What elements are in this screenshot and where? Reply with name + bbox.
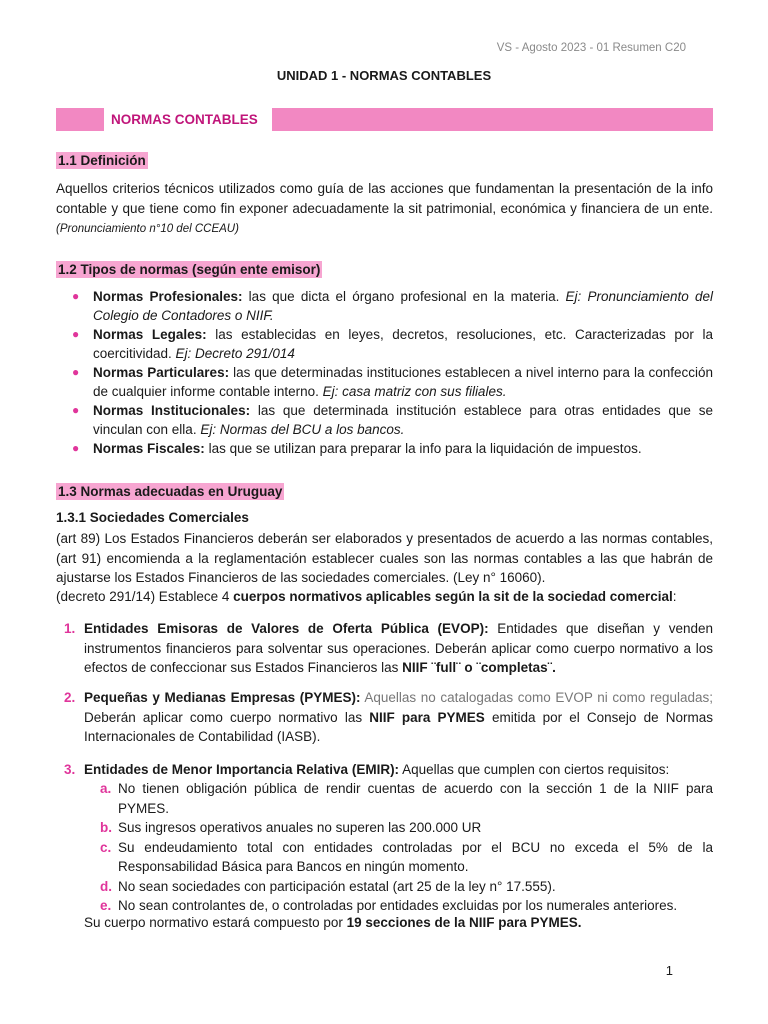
- section-1-3-title: 1.3 Normas adecuadas en Uruguay: [58, 484, 283, 499]
- item-text: Su endeudamiento total con entidades controladas por el BCU no exceda el 5% de la Responsabilidad Básica para Bancos en ningún momento.: [118, 839, 713, 874]
- item-text-2: emitida por el Consejo de Normas Internacionales de Contabilidad (IASB).: [84, 709, 713, 744]
- list-item-evop: [56, 619, 713, 678]
- emir-requirements-list: [56, 779, 713, 916]
- list-item: [56, 401, 713, 439]
- banner-right-bar: [272, 108, 713, 131]
- item-number: 1.: [64, 621, 76, 636]
- decree-text: (decreto 291/14) Establece 4: [56, 589, 234, 604]
- item-letter: d.: [100, 878, 112, 894]
- definition-reference: (Pronunciamiento n°10 del CCEAU): [56, 223, 239, 235]
- item-number: 2.: [64, 690, 76, 705]
- item-text: No sean sociedades con participación estatal (art 25 de la ley n° 17.555).: [118, 878, 556, 894]
- item-text: las establecidas en leyes, decretos, resoluciones, etc. Caracterizadas por la coercitividad.: [93, 327, 713, 361]
- norm-types-list: [56, 287, 713, 458]
- item-term: Normas Fiscales:: [93, 441, 205, 456]
- decree-paragraph: [56, 587, 713, 607]
- banner-left-bar: [56, 108, 104, 131]
- item-letter: c.: [100, 839, 112, 855]
- banner-label: NORMAS CONTABLES: [111, 112, 258, 127]
- item-term: Entidades Emisoras de Valores de Oferta Pública (EVOP):: [84, 621, 489, 636]
- item-number: 3.: [64, 762, 76, 777]
- sub-list-item: [56, 779, 713, 818]
- sub-list-item: [56, 877, 713, 897]
- closing-text: Su cuerpo normativo estará compuesto por: [84, 915, 347, 930]
- sub-list-item: [56, 838, 713, 877]
- item-example: Ej: Pronunciamiento del Colegio de Contadores o NIIF.: [93, 289, 713, 323]
- bullet-icon: ●: [72, 289, 80, 303]
- item-text: No sean controlantes de, o controladas por entidades excluidas por los numerales anteriores.: [118, 898, 678, 913]
- list-item-emir: [56, 760, 713, 780]
- list-item: [56, 325, 713, 363]
- item-text: Entidades que diseñan y venden instrumentos financieros para solventar sus operaciones. Deberán aplicar como cuerpo normativo a los efectos de confeccionar sus Estados Financieros las: [84, 621, 713, 675]
- decree-emphasis: cuerpos normativos aplicables según la sit de la sociedad comercial: [233, 589, 673, 604]
- decree-colon: :: [672, 589, 677, 604]
- definition-text: Aquellos criterios técnicos utilizados como guía de las acciones que fundamentan la presentación de la info contable y que tiene como fin exponer adecuadamente la sit patrimonial, económica y financiera de un ente.: [56, 181, 713, 216]
- item-letter: b.: [100, 820, 112, 835]
- closing-sentence: [84, 915, 582, 930]
- section-1-1-title: 1.1 Definición: [58, 153, 146, 168]
- item-text: Sus ingresos operativos anuales no superen las 200.000 UR: [118, 820, 482, 835]
- sub-list-item: [56, 818, 713, 838]
- closing-emphasis: 19 secciones de la NIIF para PYMES.: [346, 915, 582, 930]
- bullet-icon: ●: [72, 403, 80, 417]
- regimes-list-1: [56, 619, 713, 678]
- item-example: Ej: Normas del BCU a los bancos.: [200, 422, 405, 437]
- item-gray-text: Aquellas no catalogadas como EVOP ni como reguladas;: [360, 690, 713, 705]
- item-term: Normas Legales:: [93, 327, 207, 342]
- item-term: Normas Institucionales:: [93, 403, 251, 418]
- section-1-3-heading: [56, 483, 284, 501]
- section-banner: [56, 108, 713, 131]
- page-number: 1: [665, 963, 673, 978]
- sub-list-item: [56, 896, 713, 916]
- list-item: [56, 363, 713, 401]
- item-letter: a.: [100, 781, 112, 796]
- item-text: las que determinada institución establece para otras entidades que se vinculan con ella.: [93, 403, 713, 437]
- regimes-list-3: [56, 760, 713, 780]
- item-example: Ej: casa matriz con sus filiales.: [322, 384, 507, 399]
- list-item: [56, 287, 713, 325]
- section-1-2-heading: [56, 261, 322, 279]
- commercial-companies-paragraph: (art 89) Los Estados Financieros deberán ser elaborados y presentados de acuerdo a las normas contables, (art 91) encomienda a la reglamentación establecer cuales son las normas contables a las que habrán de ajustarse los Estados Financieros de las sociedades comerciales. (Ley n° 16060).: [56, 531, 713, 585]
- item-text: las que se utilizan para preparar la info para la liquidación de impuestos.: [204, 441, 642, 456]
- list-item-pymes: [56, 688, 713, 747]
- bullet-icon: ●: [72, 441, 80, 455]
- item-example: Ej: Decreto 291/014: [175, 346, 295, 361]
- item-text: Aquellas que cumplen con ciertos requisitos:: [399, 762, 670, 777]
- bullet-icon: ●: [72, 365, 80, 379]
- item-term: Normas Profesionales:: [93, 289, 243, 304]
- section-1-1-heading: [56, 152, 148, 170]
- item-letter: e.: [100, 898, 112, 913]
- item-text: las que determinadas instituciones establecen a nivel interno para la confección de cualquier informe contable interno.: [93, 365, 713, 399]
- unit-title: UNIDAD 1 - NORMAS CONTABLES: [276, 68, 492, 83]
- definition-paragraph: [56, 179, 713, 240]
- regimes-list-2: [56, 688, 713, 747]
- document-reference: VS - Agosto 2023 - 01 Resumen C20: [496, 42, 686, 54]
- list-item: [56, 439, 713, 458]
- item-term: Entidades de Menor Importancia Relativa (EMIR):: [84, 762, 400, 777]
- item-emphasis: NIIF ¨full¨ o ¨completas¨.: [402, 660, 556, 675]
- item-text: las que dicta el órgano profesional en la materia.: [242, 289, 566, 304]
- item-text: No tienen obligación pública de rendir cuentas de acuerdo con la sección 1 de la NIIF para PYMES.: [118, 781, 713, 816]
- bullet-icon: ●: [72, 327, 80, 341]
- subsection-1-3-1-title: 1.3.1 Sociedades Comerciales: [56, 510, 249, 525]
- item-term: Normas Particulares:: [93, 365, 230, 380]
- item-term: Pequeñas y Medianas Empresas (PYMES):: [84, 690, 361, 705]
- section-1-2-title: 1.2 Tipos de normas (según ente emisor): [58, 262, 321, 277]
- item-text: Deberán aplicar como cuerpo normativo las: [84, 709, 370, 725]
- item-emphasis: NIIF para PYMES: [369, 709, 485, 725]
